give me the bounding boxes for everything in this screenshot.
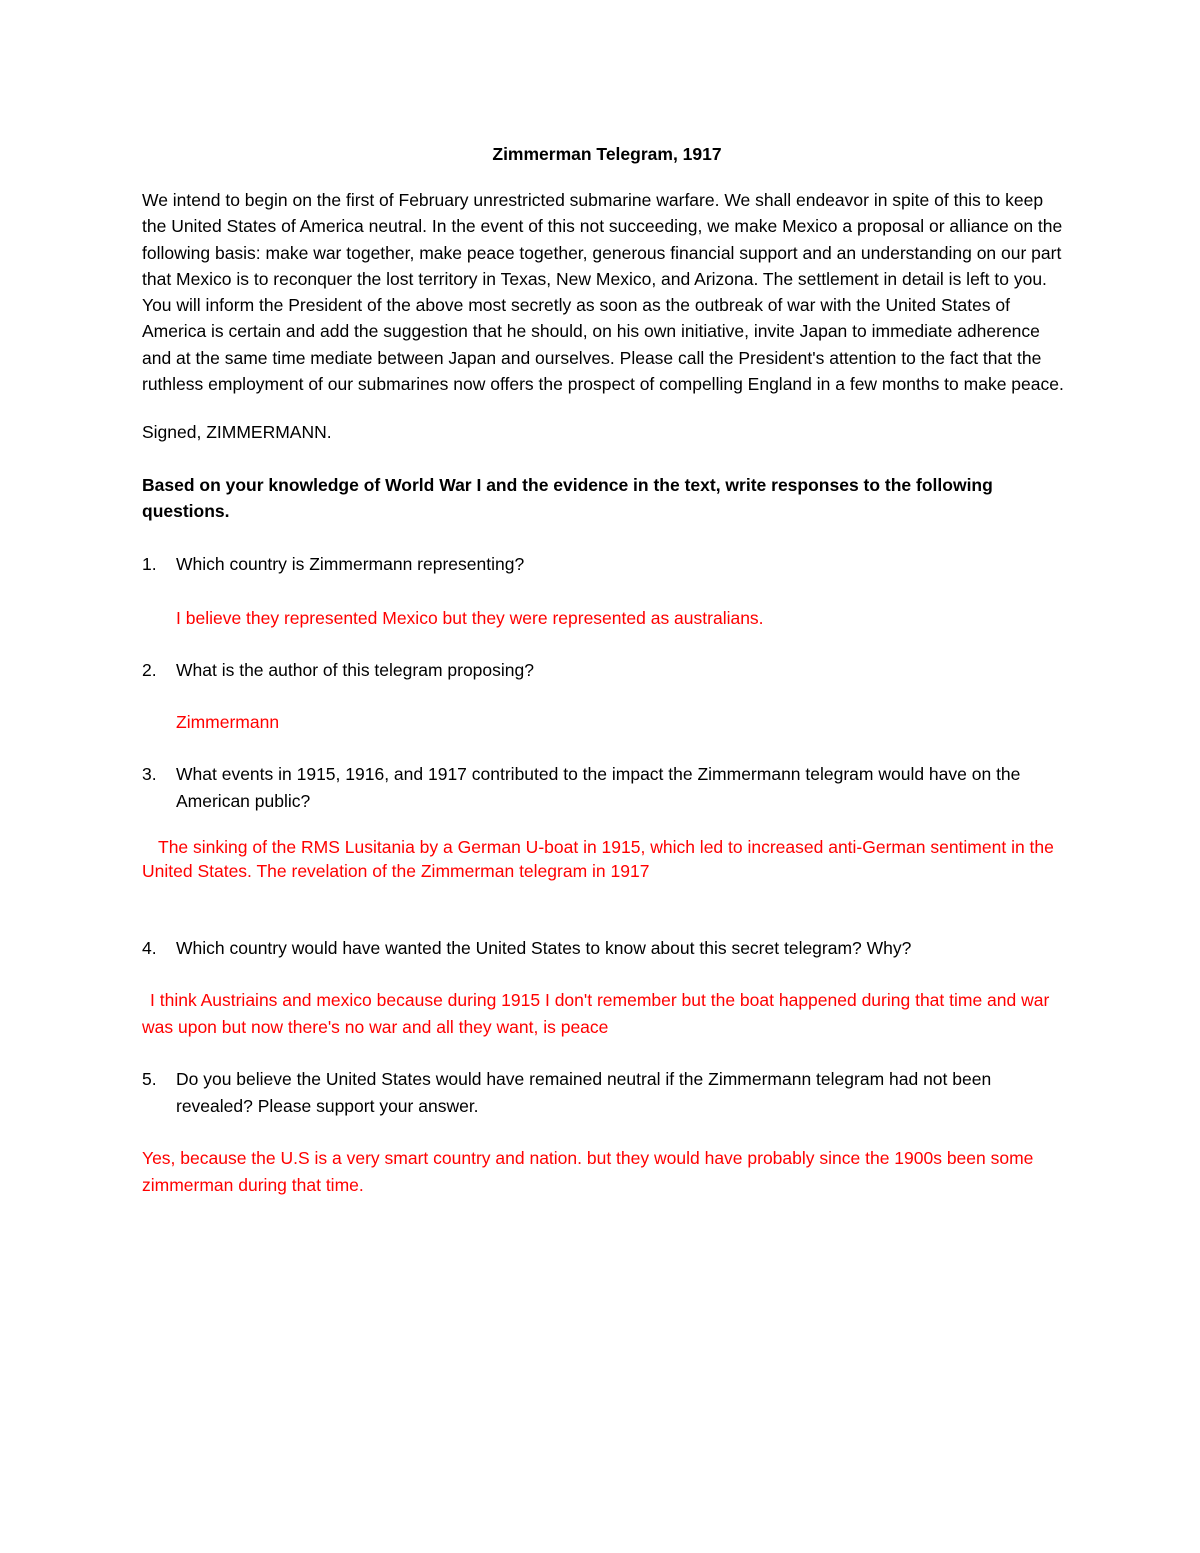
signature-line: Signed, ZIMMERMANN. [142, 422, 332, 443]
question-number: 3. [142, 764, 157, 785]
answer-3: The sinking of the RMS Lusitania by a German U-boat in 1915, which led to increased anti-German sentiment in the United States. The revelation of the Zimmerman telegram in 1917 [142, 837, 1054, 882]
question-text: What is the author of this telegram proposing? [176, 660, 534, 681]
question-number: 5. [142, 1069, 157, 1090]
question-text: Which country would have wanted the United States to know about this secret telegram? Why? [176, 938, 912, 959]
question-text: Which country is Zimmermann representing? [176, 554, 525, 575]
document-title: Zimmerman Telegram, 1917 [492, 144, 722, 164]
answer-5: Yes, because the U.S is a very smart country and nation. but they would have probably since the 1900s been some zimmerman during that time. [142, 1148, 1034, 1196]
question-number: 1. [142, 554, 157, 575]
question-4 [142, 935, 1072, 962]
answer-2: Zimmermann [176, 712, 280, 733]
instructions: Based on your knowledge of World War I and the evidence in the text, write responses to the following questions. [142, 475, 993, 522]
question-3 [142, 761, 1072, 815]
question-1 [142, 551, 1072, 578]
answer-1: I believe they represented Mexico but they were represented as australians. [176, 608, 764, 629]
telegram-text: We intend to begin on the first of February unrestricted submarine warfare. We shall endeavor in spite of this to keep the United States of America neutral. In the event of this not succeeding, we make Mexico a proposal or alliance on the following basis: make war together, make peace together, generous financial support and an understanding on our part that Mexico is to reconquer the lost territory in Texas, New Mexico, and Arizona. The settlement in detail is left to you. You will inform the President of the above most secretly as soon as the outbreak of war with the United States of America is certain and add the suggestion that he should, on his own initiative, invite Japan to immediate adherence and at the same time mediate between Japan and ourselves. Please call the President's attention to the fact that the ruthless employment of our submarines now offers the prospect of compelling England in a few months to make peace. [142, 190, 1064, 395]
question-number: 2. [142, 660, 157, 681]
question-2 [142, 657, 1072, 684]
question-text: What events in 1915, 1916, and 1917 contributed to the impact the Zimmermann telegram would have on the American public? [176, 764, 1021, 812]
question-number: 4. [142, 938, 157, 959]
document-page [142, 141, 1072, 1199]
question-5 [142, 1066, 1072, 1120]
question-text: Do you believe the United States would have remained neutral if the Zimmermann telegram had not been revealed? Please support your answer. [176, 1069, 992, 1117]
answer-4: I think Austriains and mexico because during 1915 I don't remember but the boat happened during that time and war was upon but now there's no war and all they want, is peace [142, 990, 1050, 1038]
